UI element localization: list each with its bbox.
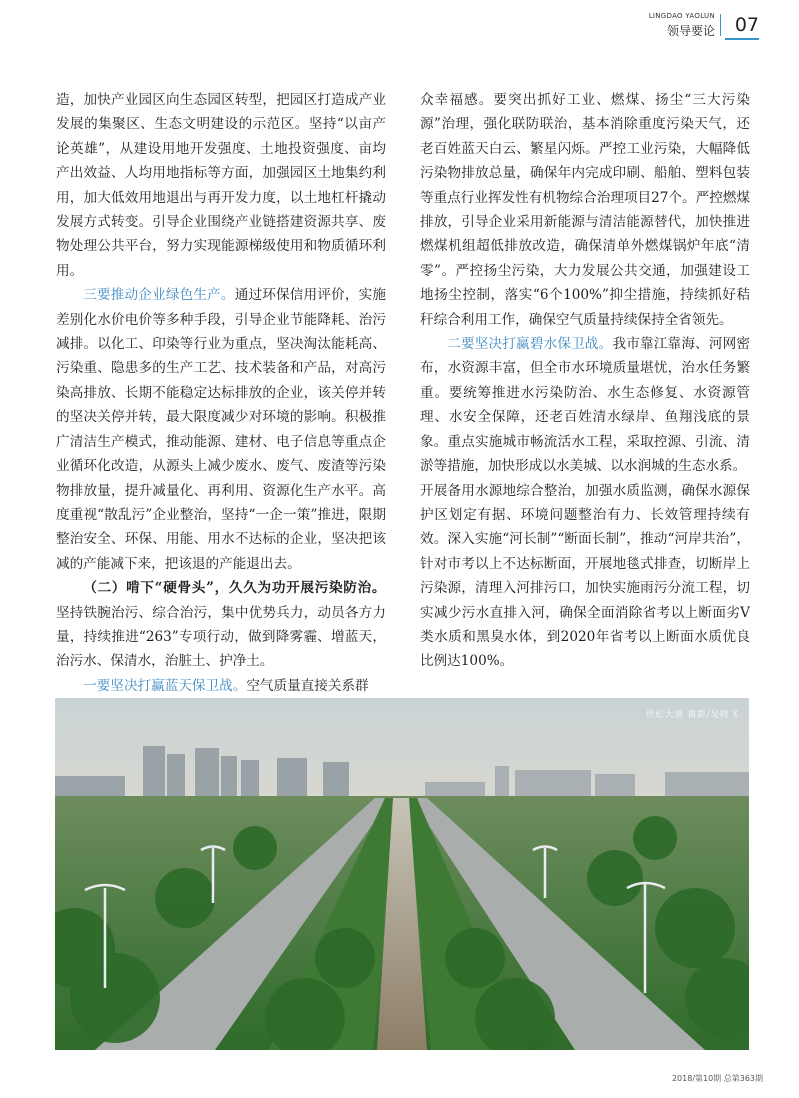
issue-footer: 2018/第10期 总第363期: [671, 1074, 763, 1083]
paragraph-body: 空气质量直接关系群: [246, 677, 369, 694]
paragraph: [420, 332, 750, 478]
page-header: [619, 10, 759, 40]
paragraph: 开展备用水源地综合整治，加强水质监测，确保水源保护区划定有据、环境问题整治有力、长效管理持续有效。深入实施“河长制”“断面长制”，推动“河岸共治”，针对市考以上不达标断面，开展地毯式排查，切断岸上污染源，清理入河排污口，加快实施雨污分流工程，切实减少污水直排入河，确保全面消除省考以上断面劣Ⅴ类水质和黑臭水体，到2020年省考以上断面水质优良比例达100%。: [420, 482, 750, 670]
photo-caption: 世纪大道 摄影/吴晓飞: [645, 710, 739, 720]
paragraph: 众幸福感。要突出抓好工业、燃煤、扬尘“三大污染源”治理，强化联防联治，基本消除重度污染天气，还老百姓蓝天白云、繁星闪烁。严控工业污染，大幅降低污染物排放总量，确保年内完成印刷、船舶、塑料包装等重点行业挥发性有机物综合治理项目27个。严控燃煤排放，引导企业采用新能源与清洁能源替代，加快推进燃煤机组超低排放改造，确保清单外燃煤锅炉年底“清零”。严控扬尘污染，大力发展公共交通，加强建设工地扬尘控制，落实“6个100%”抑尘措施，持续抓好秸秆综合利用工作，确保空气质量持续保持全省领先。: [420, 92, 750, 328]
paragraph-body: 我市靠江靠海、河网密布，水资源丰富，但全市水环境质量堪忧，治水任务繁重。要统筹推进水污染防治、水生态修复、水资源管理、水安全保障，还老百姓清水绿岸、鱼翔浅底的景象。重点实施城市畅流活水工程，采取控源、引流、清淤等措施，加快形成以水美城、以水润城的生态水系。: [420, 336, 751, 475]
page-number: 07: [734, 14, 759, 36]
left-column: [56, 88, 386, 698]
header-rule: [725, 38, 759, 40]
section-heading: 二要坚决打赢碧水保卫战。: [447, 336, 613, 353]
boulevard-photo: [55, 698, 749, 1050]
photo-illustration: [55, 698, 749, 1050]
section-heading: 一要坚决打赢蓝天保卫战。: [83, 677, 247, 694]
subsection-heading: （二）啃下“硬骨头”，久久为功开展污染防治。: [83, 580, 386, 597]
paragraph-body: 通过环保信用评价，实施差别化水价电价等多种手段，引导企业节能降耗、治污减排。以化工、印染等行业为重点，坚决淘汰能耗高、污染重、隐患多的生产工艺、技术装备和产品，对高污染高排放、长期不能稳定达标排放的企业，该关停并转的坚决关停并转，最大限度减少对环境的影响。积极推广清洁生产模式，推动能源、建材、电子信息等重点企业循环化改造，从源头上减少废水、废气、废渣等污染物排放量，提升减量化、再利用、资源化生产水平。高度重视“散乱污”企业整治，坚持“一企一策”推进，限期整治安全、环保、用能、用水不达标的企业，坚决把该减的产能减下来，把该退的产能退出去。: [56, 287, 387, 572]
column-name-en: LINGDAO YAOLUN: [648, 12, 715, 20]
header-divider: [720, 14, 721, 36]
paragraph: [56, 283, 386, 576]
paragraph: 造，加快产业园区向生态园区转型，把园区打造成产业发展的集聚区、生态文明建设的示范区。坚持“以亩产论英雄”，从建设用地开发强度、土地投资强度、亩均产出效益、人均用地指标等方面，加强园区土地集约利用，加大低效用地退出与再开发力度，以土地杠杆撬动发展方式转变。引导企业围绕产业链搭建资源共享、废物处理公共平台，努力实现能源梯级使用和物质循环利用。: [56, 92, 386, 279]
paragraph: [56, 674, 386, 698]
paragraph-body: 坚持铁腕治污、综合治污，集中优势兵力，动员各方力量，持续推进“263”专项行动，做到降雾霾、增蓝天，治污水、保清水，治脏土、护净土。: [56, 604, 386, 670]
right-column: [420, 88, 750, 674]
column-name-cn: 领导要论: [666, 24, 715, 38]
paragraph: [56, 576, 386, 674]
section-heading: 三要推动企业绿色生产。: [83, 287, 235, 304]
